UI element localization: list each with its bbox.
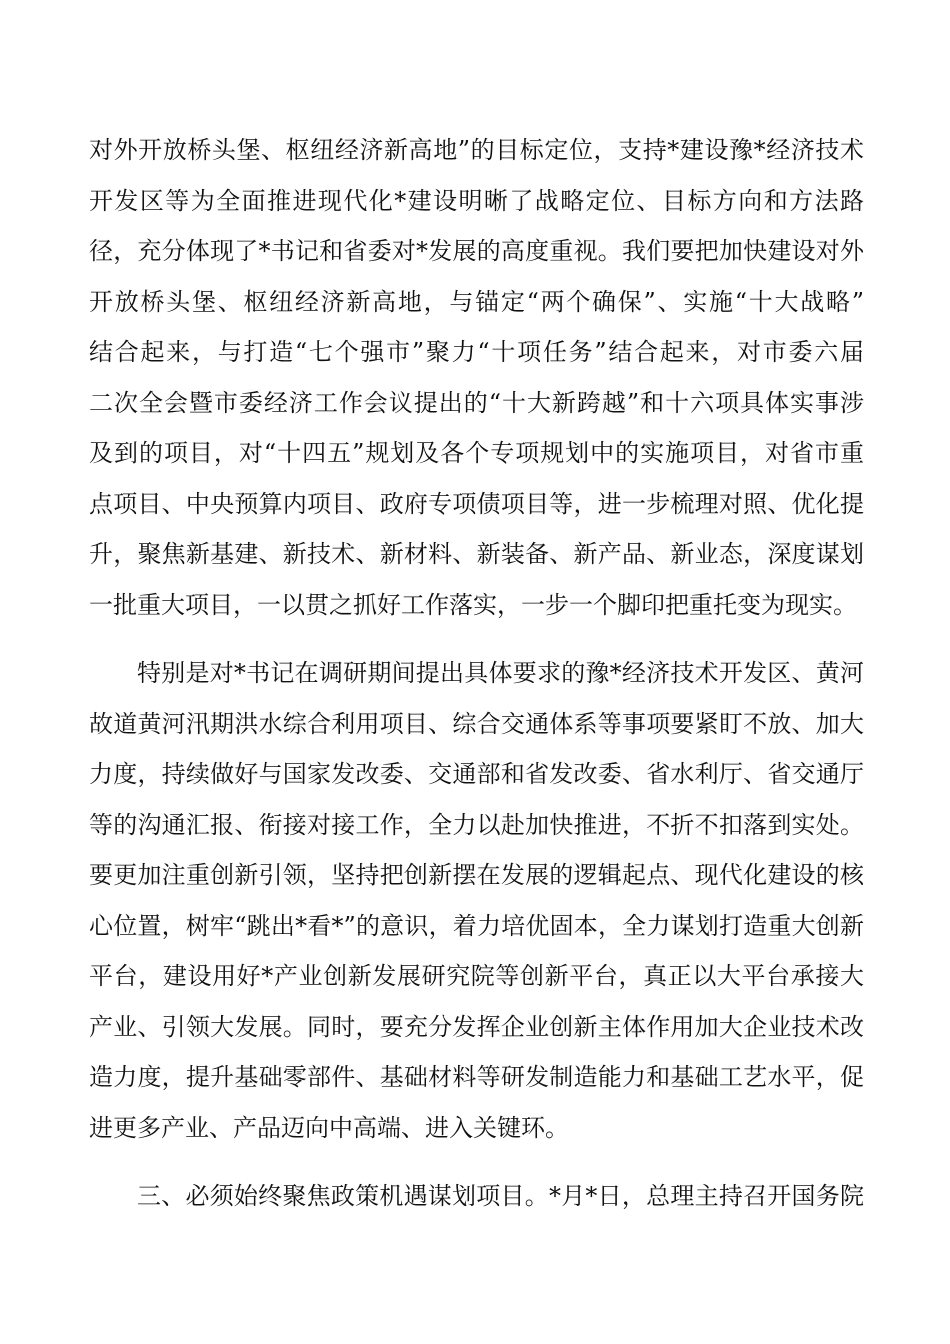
text-line: 开发区等为全面推进现代化*建设明晰了战略定位、目标方向和方法路 xyxy=(89,186,864,215)
paragraph-p1 xyxy=(89,125,864,630)
text-line: 三、必须始终聚焦政策机遇谋划项目。*月*日，总理主持召开国务院 xyxy=(137,1182,864,1210)
text-line: 故道黄河汛期洪水综合利用项目、综合交通体系等事项要紧盯不放、加大 xyxy=(89,709,864,738)
text-line: 产业、引领大发展。同时，要充分发挥企业创新主体作用加大企业技术改 xyxy=(89,1012,864,1041)
paragraph-gap xyxy=(89,630,864,648)
paragraph-p2 xyxy=(89,648,864,1153)
text-line: 平台，建设用好*产业创新发展研究院等创新平台，真正以大平台承接大 xyxy=(89,962,864,990)
text-line: 力度，持续做好与国家发改委、交通部和省发改委、省水利厅、省交通厅 xyxy=(89,760,864,788)
text-line: 心位置，树牢“跳出*看*”的意识，着力培优固本，全力谋划打造重大创新 xyxy=(89,911,864,940)
text-line: 结合起来，与打造“七个强市”聚力“十项任务”结合起来，对市委六届 xyxy=(89,338,864,366)
document-page xyxy=(89,125,864,1222)
text-line: 等的沟通汇报、衔接对接工作，全力以赴加快推进，不折不扣落到实处。 xyxy=(89,810,864,839)
paragraph-p3 xyxy=(89,1171,864,1222)
text-line: 点项目、中央预算内项目、政府专项债项目等，进一步梳理对照、优化提 xyxy=(89,489,864,518)
text-line: 一批重大项目，一以贯之抓好工作落实，一步一个脚印把重托变为现实。 xyxy=(89,590,857,619)
text-line: 径，充分体现了*书记和省委对*发展的高度重视。我们要把加快建设对外 xyxy=(89,237,864,265)
text-line: 造力度，提升基础零部件、基础材料等研发制造能力和基础工艺水平，促 xyxy=(89,1063,864,1091)
text-line: 及到的项目，对“十四五”规划及各个专项规划中的实施项目，对省市重 xyxy=(89,439,864,467)
text-line: 对外开放桥头堡、枢纽经济新高地”的目标定位，支持*建设豫*经济技术 xyxy=(89,136,864,164)
text-line: 升，聚焦新基建、新技术、新材料、新装备、新产品、新业态，深度谋划 xyxy=(89,540,864,568)
text-line: 二次全会暨市委经济工作会议提出的“十大新跨越”和十六项具体实事涉 xyxy=(89,388,864,417)
text-line: 特别是对*书记在调研期间提出具体要求的豫*经济技术开发区、黄河 xyxy=(137,659,864,687)
paragraph-gap xyxy=(89,1153,864,1171)
text-line: 要更加注重创新引领，坚持把创新摆在发展的逻辑起点、现代化建设的核 xyxy=(89,861,864,889)
text-line: 开放桥头堡、枢纽经济新高地，与锚定“两个确保”、实施“十大战略” xyxy=(89,287,864,316)
text-line: 进更多产业、产品迈向中高端、进入关键环。 xyxy=(89,1113,569,1142)
